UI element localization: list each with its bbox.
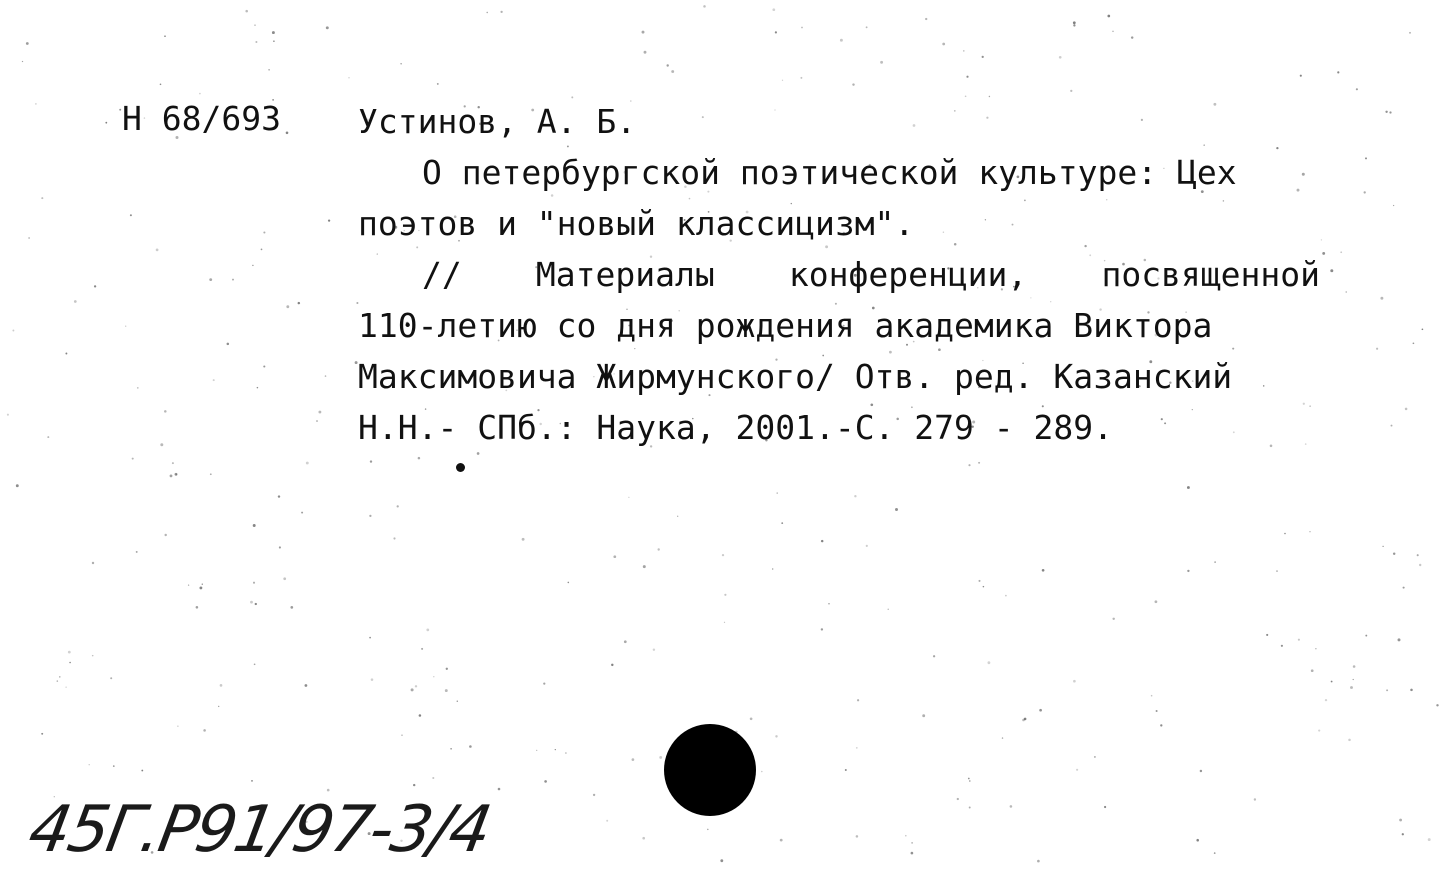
bibliographic-entry <box>358 96 1320 453</box>
source-separator: // <box>422 255 462 294</box>
handwritten-code: 45Г.Р91/97-3/4 <box>23 793 496 867</box>
title-line-2: поэтов и "новый классицизм". <box>358 204 915 243</box>
title-line-1: О петербургской поэтической культуре: Цех <box>422 153 1237 192</box>
source-line-2: 110-летию со дня рождения академика Виктора <box>358 306 1213 345</box>
source-word-dedicated: посвященной <box>1101 255 1320 294</box>
source-line-4: Н.Н.- СПб.: Наука, 2001.-С. 279 - 289. <box>358 408 1113 447</box>
shelfmark: Н 68/693 <box>122 99 281 138</box>
source-word-conference: конференции, <box>788 255 1028 294</box>
source-line-3: Максимовича Жирмунского/ Отв. ред. Казанский <box>358 357 1233 396</box>
author: Устинов, А. Б. <box>358 102 637 141</box>
punch-hole <box>664 724 756 816</box>
ink-dot <box>456 463 465 472</box>
source-word-materials: Материалы <box>535 255 715 294</box>
source-line-1 <box>358 249 1320 300</box>
